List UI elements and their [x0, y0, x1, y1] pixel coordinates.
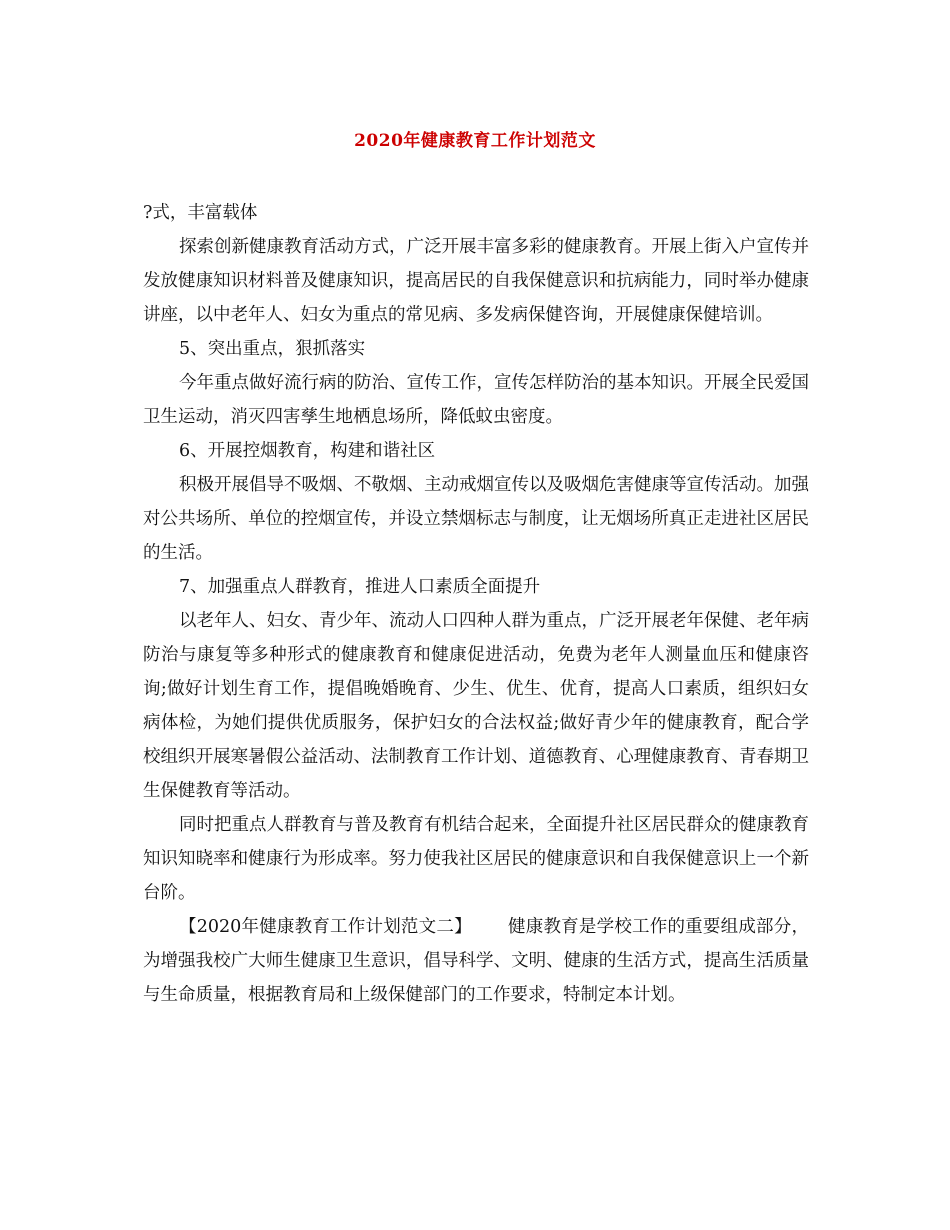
- document-title: 2020年健康教育工作计划范文: [354, 131, 596, 151]
- paragraph-text: 健康教育是学校工作的重要组成部分，为增强我校广大师生健康卫生意识，倡导科学、文明、健康的生活方式，提高生活质量与生命质量，根据教育局和上级保健部门的工作要求，特制定本计划。: [143, 917, 809, 1005]
- paragraph: [143, 910, 809, 1012]
- subdocument-heading: 【2020年健康教育工作计划范文二】: [179, 917, 472, 937]
- paragraph: 同时把重点人群教育与普及教育有机结合起来，全面提升社区居民群众的健康教育知识知晓率和健康行为形成率。努力使我社区居民的健康意识和自我保健意识上一个新台阶。: [143, 815, 809, 903]
- paragraph: 积极开展倡导不吸烟、不敬烟、主动戒烟宣传以及吸烟危害健康等宣传活动。加强对公共场所、单位的控烟宣传，并设立禁烟标志与制度，让无烟场所真正走进社区居民的生活。: [143, 475, 809, 563]
- document-body: [143, 196, 809, 1012]
- section-heading: 5、突出重点，狠抓落实: [179, 339, 366, 359]
- paragraph: 以老年人、妇女、青少年、流动人口四种人群为重点，广泛开展老年保健、老年病防治与康复等多种形式的健康教育和健康促进活动，免费为老年人测量血压和健康咨询;做好计划生育工作，提倡晚婚晚育、少生、优生、优育，提高人口素质，组织妇女病体检，为她们提供优质服务，保护妇女的合法权益;做好青少年的健康教育，配合学校组织开展寒暑假公益活动、法制教育工作计划、道德教育、心理健康教育、青春期卫生保健教育等活动。: [143, 611, 809, 801]
- paragraph: 探索创新健康教育活动方式，广泛开展丰富多彩的健康教育。开展上街入户宣传并发放健康知识材料普及健康知识，提高居民的自我保健意识和抗病能力，同时举办健康讲座，以中老年人、妇女为重点的常见病、多发病保健咨询，开展健康保健培训。: [143, 237, 809, 325]
- paragraph-fragment: ?式，丰富载体: [143, 203, 258, 223]
- section-heading: 7、加强重点人群教育，推进人口素质全面提升: [179, 577, 541, 597]
- paragraph: 今年重点做好流行病的防治、宣传工作，宣传怎样防治的基本知识。开展全民爱国卫生运动，消灭四害孳生地栖息场所，降低蚊虫密度。: [143, 373, 809, 427]
- section-heading: 6、开展控烟教育，构建和谐社区: [179, 441, 436, 461]
